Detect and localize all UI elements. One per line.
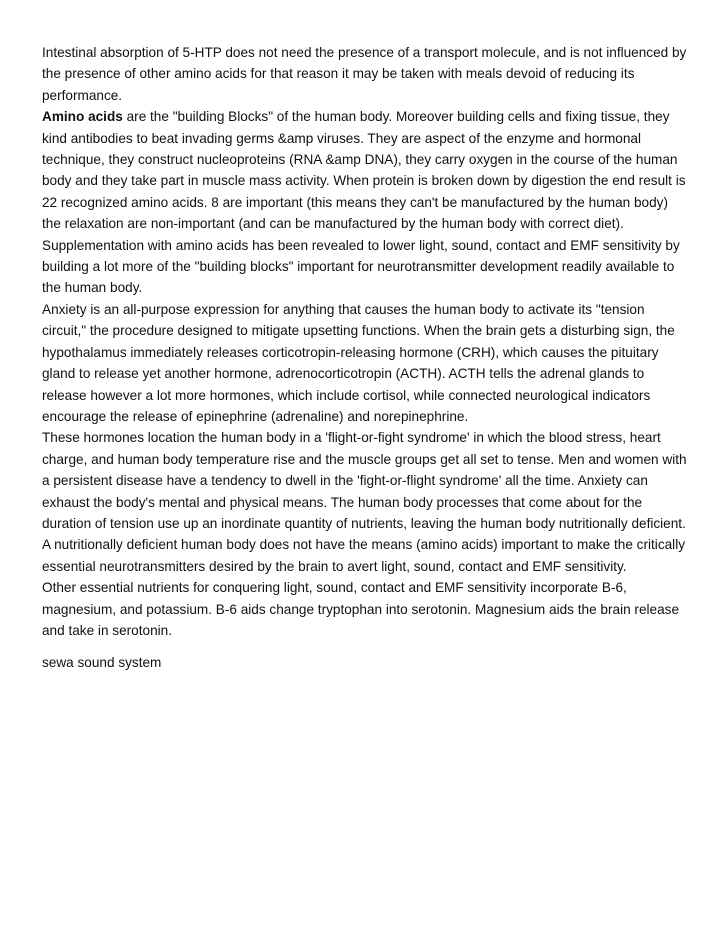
paragraph-supplementation [42,235,688,299]
paragraph-text: Supplementation with amino acids has been revealed to lower light, sound, contact and EMF sensitivity by building a lot more of the "building blocks" important for neurotransmitter development readily available to the human body. [42,237,680,296]
document-page [42,42,688,674]
paragraph-text: Other essential nutrients for conquering light, sound, contact and EMF sensitivity incorporate B-6, magnesium, and potassium. B-6 aids change tryptophan into serotonin. Magnesium aids the brain release and take in serotonin. [42,580,680,638]
paragraph-anxiety [42,299,688,427]
paragraph-text: Intestinal absorption of 5-HTP does not need the presence of a transport molecule, and is not influenced by the presence of other amino acids for that reason it may be taken with meals devoid of reducing its performance. [42,45,687,103]
paragraph-5htp-absorption [42,42,688,106]
paragraph-amino-acids [42,106,688,234]
footer-text: sewa sound system [42,655,162,671]
paragraph-text: These hormones location the human body in a 'flight-or-fight syndrome' in which the blood stress, heart charge, and human body temperature rise and the muscle groups get all set to tense. Men and women with a persistent disease have a tendency to dwell in the 'fight-or-flight syndrome' all the time. Anxiety can exhaust the body's mental and physical means. The human body processes that come about for the duration of tension use up an inordinate quantity of nutrients, leaving the human body nutritionally deficient. A nutritionally deficient human body does not have the means (amino acids) important to make the critically essential neurotransmitters desired by the brain to avert light, sound, contact and EMF sensitivity. [42,430,687,574]
paragraph-text: Anxiety is an all-purpose expression for anything that causes the human body to activate its "tension circuit," the procedure designed to mitigate upsetting functions. When the brain gets a disturbing sign, the hypothalamus immediately releases corticotropin-releasing hormone (CRH), which causes the pituitary gland to release yet another hormone, adrenocorticotropin (ACTH). ACTH tells the adrenal glands to release however a lot more hormones, which include cortisol, while connected neurological indicators encourage the release of epinephrine (adrenaline) and norepinephrine. [42,301,675,424]
paragraph-lead-bold: Amino acids [42,109,123,125]
paragraph-other-nutrients [42,577,688,641]
paragraph-hormones [42,427,688,577]
paragraph-text: are the "building Blocks" of the human body. Moreover building cells and fixing tissue, they kind antibodies to beat invading germs &amp viruses. They are aspect of the enzyme and hormonal technique, they construct nucleoproteins (RNA &amp DNA), they carry oxygen in the course of the human body and they take part in muscle mass activity. When protein is broken down by digestion the end result is 22 recognized amino acids. 8 are important (this means they can't be manufactured by the human body) the relaxation are non-important (and can be manufactured by the human body with correct diet). [42,109,686,232]
